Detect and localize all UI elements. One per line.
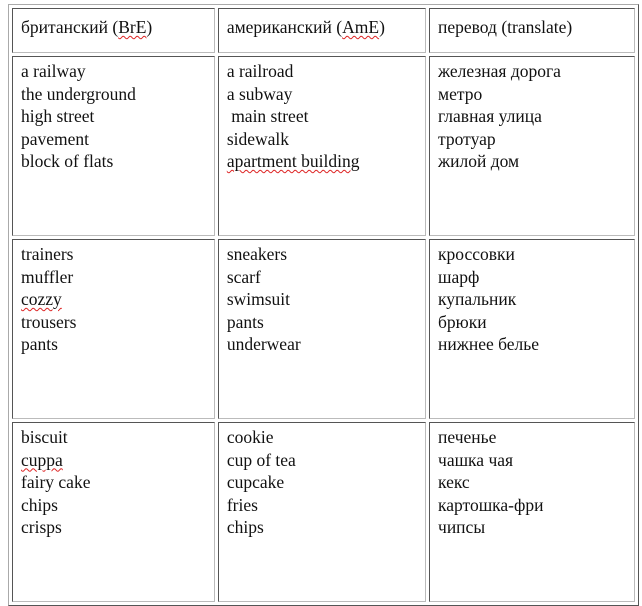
cell-translation — [429, 422, 635, 602]
header-british-suffix: ) — [146, 17, 153, 37]
word-translation: шарф — [438, 266, 480, 287]
cell-british — [12, 239, 215, 419]
word-british: pavement — [21, 128, 90, 149]
header-american-abbr: AmE — [342, 17, 380, 37]
word-british: muffler — [21, 266, 74, 287]
vocabulary-table-container — [8, 4, 637, 586]
word-translation: тротуар — [438, 128, 496, 149]
word-translation: чипсы — [438, 517, 486, 537]
word-american: cupcake — [226, 472, 285, 492]
word-british: trousers — [21, 311, 77, 332]
word-british: high street — [21, 106, 95, 126]
cell-translation — [429, 56, 635, 236]
word-american: cup of tea — [226, 449, 296, 470]
word-translation: кроссовки — [438, 244, 515, 264]
word-translation: жилой дом — [438, 151, 520, 171]
word-translation: картошка-фри — [438, 494, 544, 515]
word-american: a railroad — [226, 61, 294, 81]
vocabulary-table — [8, 4, 639, 606]
word-british: fairy cake — [21, 472, 91, 492]
table-row-food — [12, 422, 635, 602]
word-british: pants — [21, 334, 58, 354]
word-british: crisps — [21, 517, 62, 537]
word-british: a railway — [21, 61, 86, 81]
table-row-city — [12, 56, 635, 236]
word-british: biscuit — [21, 427, 68, 447]
word-translation: железная дорога — [438, 61, 561, 81]
word-american: swimsuit — [226, 289, 291, 309]
word-translation: главная улица — [438, 106, 542, 126]
word-translation: купальник — [438, 289, 517, 309]
word-british: the underground — [21, 83, 136, 104]
word-translation: метро — [438, 83, 483, 104]
word-british: cozzy — [21, 289, 62, 309]
word-american: fries — [226, 494, 258, 515]
header-american-suffix: ) — [379, 17, 385, 37]
word-translation: печенье — [438, 427, 497, 447]
word-american: main street — [226, 106, 309, 126]
word-translation: кекс — [438, 472, 470, 492]
cell-translation — [429, 239, 635, 419]
header-british-abbr: BrE — [118, 17, 147, 37]
word-american: chips — [226, 517, 264, 537]
word-american: scarf — [226, 266, 261, 287]
word-british: cuppa — [21, 449, 63, 470]
word-british: chips — [21, 494, 58, 515]
header-translation: перевод (translate) — [429, 8, 635, 53]
word-american: pants — [226, 311, 264, 332]
word-translation: чашка чая — [438, 449, 514, 470]
cell-british — [12, 56, 215, 236]
word-british: block of flats — [21, 151, 114, 171]
word-american: sidewalk — [226, 128, 290, 149]
word-american: underwear — [226, 334, 301, 354]
header-american-prefix: американский ( — [226, 17, 343, 37]
word-american: a subway — [226, 83, 293, 104]
header-row — [12, 8, 635, 53]
word-british: trainers — [21, 244, 74, 264]
word-american: sneakers — [226, 244, 288, 264]
table-row-clothing — [12, 239, 635, 419]
word-translation: нижнее белье — [438, 334, 540, 354]
header-american — [218, 8, 426, 53]
cell-american — [218, 56, 426, 236]
word-translation: брюки — [438, 311, 487, 332]
header-british — [12, 8, 215, 53]
cell-american — [218, 239, 426, 419]
cell-american — [218, 422, 426, 602]
word-american: cookie — [226, 427, 274, 447]
cell-british — [12, 422, 215, 602]
word-american: apartment building — [226, 151, 360, 171]
header-british-prefix: британский ( — [21, 17, 119, 37]
